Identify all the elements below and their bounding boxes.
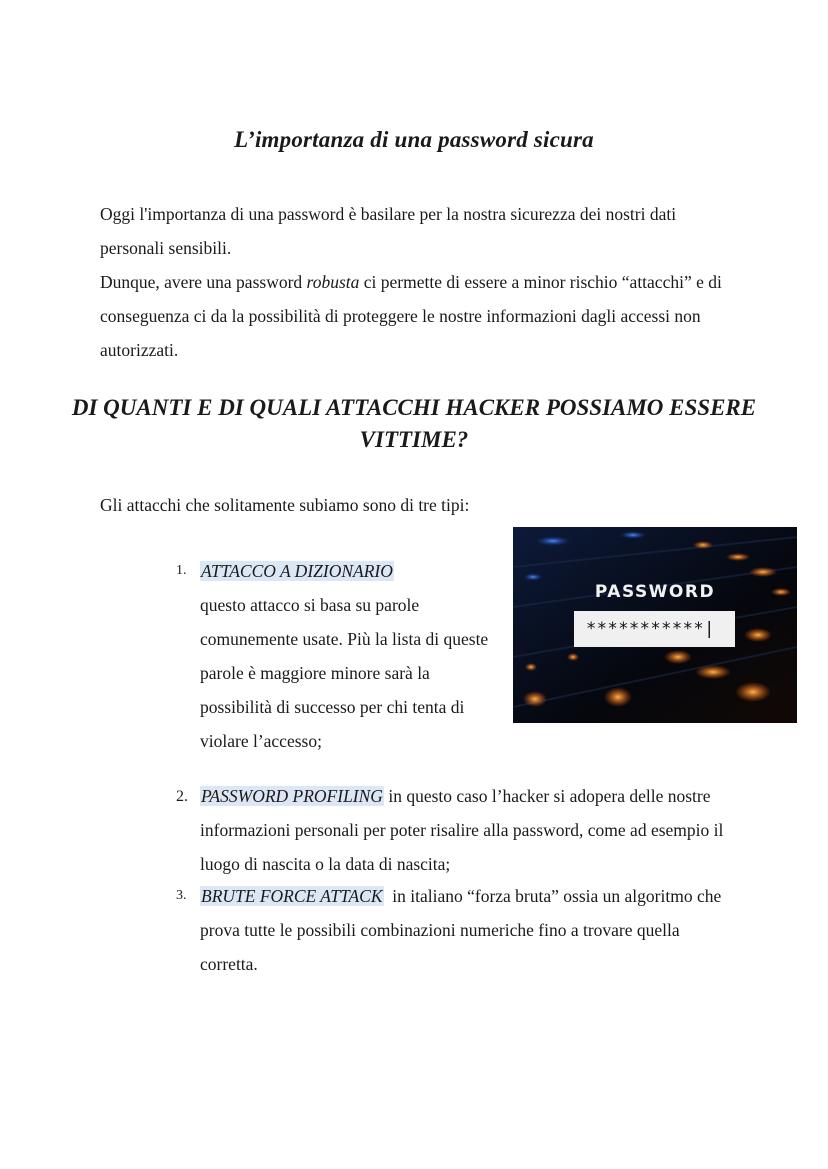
page-title: L’importanza di una password sicura [234,127,594,152]
section-heading: DI QUANTI E DI QUALI ATTACCHI HACKER POSSIAMO ESSERE VITTIME? [71,395,757,452]
list-item-brute-force [200,879,730,981]
item-text: questo attacco si basa su parole comunemente usate. Più la lista di queste parole è maggiore minore sarà la possibilità di successo per chi tenta di violare l’accesso; [200,595,489,751]
term-highlight: PASSWORD PROFILING [201,786,383,806]
list-number: 3. [176,888,187,903]
list-number: 2. [176,788,188,805]
emphasis-robusta: robusta [306,272,360,292]
password-field-graphic: ***********| [574,611,735,647]
password-image [513,527,797,723]
term-highlight: ATTACCO A DIZIONARIO [201,561,393,581]
intro-text-part: ci permette di essere a minor rischio “attacchi” e di conseguenza ci da la possibilità di proteggere le nostre informazioni dagli accessi non autorizzati. [100,272,722,360]
item-text: in italiano “forza bruta” ossia un algoritmo che prova tutte le possibili combinazioni numeriche fino a trovare quella corretta. [200,886,726,974]
password-label: PASSWORD [594,582,716,602]
intro-text [100,197,740,367]
intro-paragraph-1: Oggi l'importanza di una password è basilare per la nostra sicurezza dei nostri dati personali sensibili. [100,204,677,258]
list-number: 1. [176,563,187,578]
intro-text-part: Dunque, avere una password [100,272,307,292]
list-item-dizionario [200,554,500,758]
list-item-password-profiling [200,779,730,881]
item-text: in questo caso l’hacker si adopera delle nostre informazioni personali per poter risalire alla password, come ad esempio il luogo di nascita o la data di nascita; [200,786,724,874]
term-highlight: BRUTE FORCE ATTACK [201,886,383,906]
lead-text: Gli attacchi che solitamente subiamo sono di tre tipi: [100,495,470,515]
intro-paragraph-2 [100,265,740,367]
